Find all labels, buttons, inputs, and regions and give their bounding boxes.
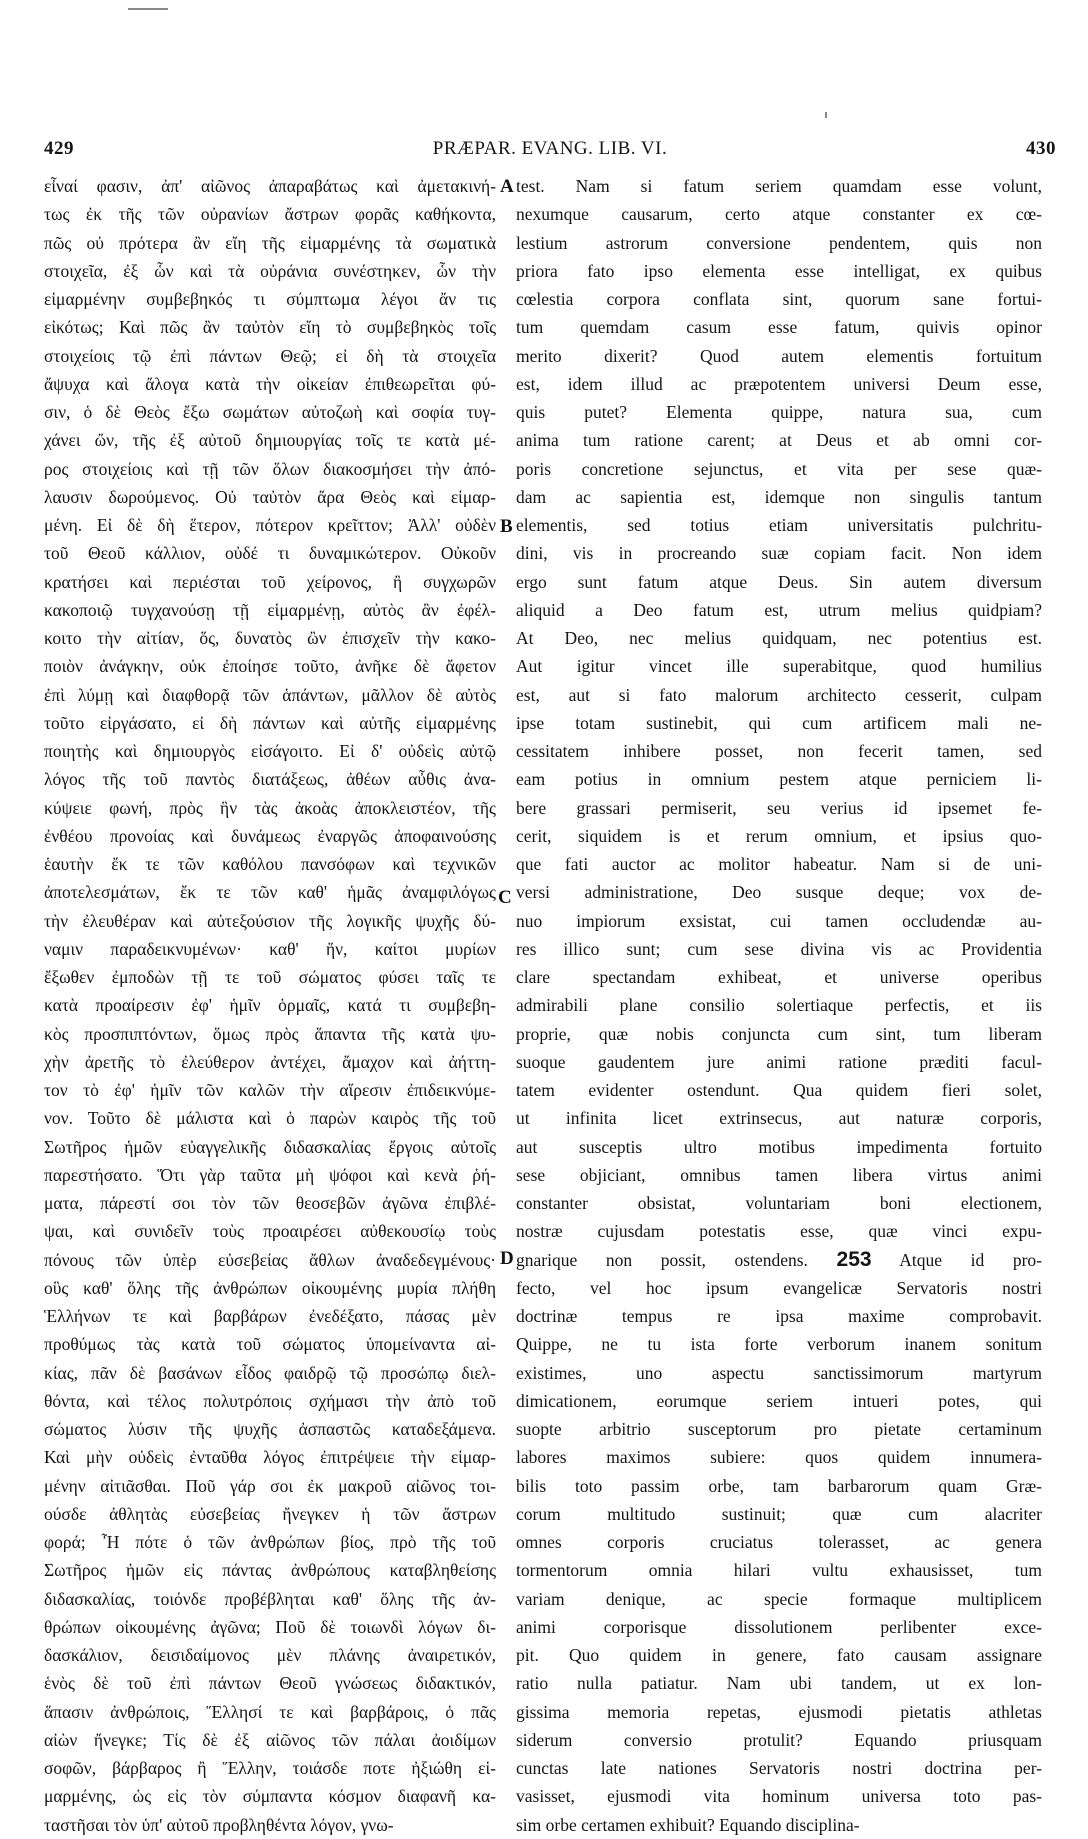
greek-line: τὴν ἐλευθέραν καὶ αὐτεξούσιον τῆς λογικῆς ψυχῆς δύ- — [44, 910, 496, 931]
latin-line: merito dixerit? Quod autem elementis fortuitum — [516, 345, 1042, 366]
latin-line: siderum conversio protulit? Equando priusquam — [516, 1729, 1042, 1750]
greek-line: νον. Τοῦτο δὲ μάλιστα καὶ ὁ παρὼν καιρὸς τῆς τοῦ — [44, 1108, 496, 1129]
latin-line: bilis toto passim orbe, tam barbarorum quam Græ- — [516, 1475, 1042, 1496]
latin-line: tatem evidenter ostendunt. Qua quidem fieri solet, — [516, 1080, 1042, 1100]
latin-line: test. Nam si fatum seriem quamdam esse volunt, — [516, 176, 1042, 196]
latin-line: dam ac sapientia est, idemque non singulis tantum — [516, 486, 1042, 507]
greek-line: θόντα, καὶ τέλος πολυτρόποις σχήμασι τὴν ἀπὸ τοῦ — [44, 1390, 496, 1411]
latin-line: anima tum ratione carent; at Deus et ab omni cor- — [516, 430, 1042, 451]
margin-marker-b: B — [500, 516, 513, 537]
latin-line: pit. Quo quidem in genere, fato causam assignare — [516, 1645, 1042, 1665]
greek-line: τον τὸ ἐφ' ἡμῖν τῶν καλῶν τὴν αἵρεσιν ἐπιδεικνύμε- — [44, 1080, 496, 1100]
greek-line: κίας, πᾶν δὲ βασάνων εἶδος φαιδρῷ τῷ προσώπῳ διελ- — [44, 1362, 496, 1383]
running-header — [44, 138, 1056, 164]
latin-line: aliquid a Deo fatum est, utrum melius quidpiam? — [516, 599, 1042, 620]
section-number: 253 — [836, 1247, 872, 1271]
greek-line: ἐπὶ λύμῃ καὶ διαφθορᾷ τῶν ἁπάντων, μᾶλλον δὲ αὐτὸς — [44, 684, 496, 705]
latin-line: ut infinita licet extrinsecus, aut naturæ corporis, — [516, 1108, 1042, 1129]
greek-line: μένη. Εἰ δὲ δὴ ἕτερον, πότερον κρεῖττον; Ἀλλ' οὐδὲν — [44, 515, 496, 535]
greek-line: τως ἐκ τῆς τῶν οὐρανίων ἄστρων φορᾶς καθήκοντα, — [44, 204, 496, 225]
latin-line: bere grassari permiserit, seu verius id ipsemet fe- — [516, 797, 1042, 818]
greek-line: φορά; Ἦ πότε ὁ τῶν ἀνθρώπων βίος, πρὸ τῆς τοῦ — [44, 1532, 496, 1552]
greek-line: ποιητὴς καὶ δημιουργὸς εἰσάγοιτο. Εἰ δ' οὐδεὶς αὐτῷ — [44, 741, 496, 761]
greek-line: προθύμως τὰς κατὰ τοῦ σώματος ὑπομείναντα αἰ- — [44, 1334, 496, 1355]
greek-line: θρώπων οἰκουμένης ἀγῶνα; Ποῦ δὲ τοιωνδὶ λόγων δι- — [44, 1616, 496, 1637]
latin-line: fecto, vel hoc ipsum evangelicæ Servatoris nostri — [516, 1277, 1042, 1298]
latin-line: corum multitudo sustinuit; quæ cum alacriter — [516, 1503, 1042, 1524]
latin-line: quis putet? Elementa quippe, natura sua, cum — [516, 402, 1042, 422]
greek-line: μένην αἰτιᾶσθαι. Ποῦ γάρ σοι ἐκ μακροῦ αἰῶνος τοι- — [44, 1475, 496, 1496]
greek-line: σώματος λύσιν τῆς ψυχῆς ἀσπαστῶς καταδεξάμενα. — [44, 1419, 496, 1439]
latin-line: tormentorum omnia hilari vultu exhausisset, tum — [516, 1560, 1042, 1581]
greek-line: σοφῶν, βάρβαρος ἢ Ἕλλην, τοιάσδε ποτε ἠξιώθη εἱ- — [44, 1758, 496, 1778]
latin-line: At Deo, nec melius quidquam, nec potentius est. — [516, 628, 1042, 648]
greek-line: ρος στοιχείοις καὶ τῇ τῶν ὅλων διακοσμήσει τὴν ἀπό- — [44, 458, 496, 479]
latin-line: versi administratione, Deo susque deque; vox de- — [516, 882, 1042, 903]
latin-line: nostræ cujusdam potestatis esse, quæ vinci expu- — [516, 1221, 1042, 1242]
greek-line: λόγος τῆς τοῦ παντὸς διατάξεως, ἀθέων αὖθις ἀνα- — [44, 769, 496, 790]
latin-line: clare spectandam exhibeat, et universe operibus — [516, 967, 1042, 987]
latin-line: vasisset, ejusmodi vita hominum universa toto pas- — [516, 1786, 1042, 1807]
latin-line: existimes, uno aspectu sanctissimorum martyrum — [516, 1362, 1042, 1383]
greek-line: ἑνὸς δὲ τοῦ ἐπὶ πάντων Θεοῦ γνώσεως διδακτικόν, — [44, 1673, 496, 1694]
greek-line: εἶναί φασιν, ἀπ' αἰῶνος ἀπαραβάτως καὶ ἀμετακινή- — [44, 176, 496, 196]
greek-line: Ἑλλήνων τε καὶ βαρβάρων ἐνεδέξατο, πάσας μὲν — [44, 1306, 496, 1326]
greek-line: ψαι, καὶ συνιδεῖν τοὺς προαιρέσει αὐθεκουσίῳ τοὺς — [44, 1221, 496, 1242]
greek-line: διδασκαλίας, τοιόνδε προβέβληται καθ' ὅλης τῆς ἀν- — [44, 1588, 496, 1609]
latin-line: priora fato ipso elementa esse intelligat, ex quibus — [516, 260, 1042, 281]
latin-text-column — [516, 172, 1042, 1839]
latin-line: nexumque causarum, certo atque constanter ex cœ- — [516, 204, 1042, 225]
latin-line: eam potius in omnium pestem atque perniciem li- — [516, 769, 1042, 790]
greek-line: κοιτο τὴν αἰτίαν, ὅς, δυνατὸς ὢν ἐπισχεῖν τὴν κακο- — [44, 628, 496, 648]
latin-line: est, aut si fato malorum architecto cesserit, culpam — [516, 684, 1042, 705]
latin-line: poris concretione sejunctus, et vita per sese quæ- — [516, 458, 1042, 479]
latin-line: Quippe, ne tu ista forte verborum inanem sonitum — [516, 1334, 1042, 1355]
latin-line: animi corporisque dissolutionem perlibenter exce- — [516, 1616, 1042, 1637]
latin-line: ratio nulla patiatur. Nam ubi tandem, ut ex lon- — [516, 1673, 1042, 1694]
greek-line: μαρμένης, ὡς εἰς τὸν σύμπαντα κόσμον διαφανῆ κα- — [44, 1786, 496, 1807]
latin-line: ipse totam sustinebit, qui cum artificem mali ne- — [516, 712, 1042, 733]
greek-line: δασκάλιον, δεισιδαίμονος μὲν πλάνης ἀναιρετικόν, — [44, 1645, 496, 1665]
latin-line: suopte arbitrio susceptorum pro pietate certaminum — [516, 1419, 1042, 1439]
greek-line: ματα, πάρεστί σοι τὸν τῶν θεοσεβῶν ἀγῶνα ἐπιβλέ- — [44, 1193, 496, 1213]
greek-line: Καὶ μὴν οὐδεὶς ἐνταῦθα λόγος ἐπιτρέψειε τὴν εἱμαρ- — [44, 1447, 496, 1468]
greek-line: ποιὸν ἀνάγκην, οὐκ ἐποίησε τοῦτο, ἀνῆκε δὲ ἄφετον — [44, 656, 496, 677]
latin-line: doctrinæ tempus re ipsa maxime comprobavit. — [516, 1306, 1042, 1326]
greek-line: ταστῆσαι τὸν ὑπ' αὐτοῦ προβληθέντα λόγον, γνω- — [44, 1814, 394, 1835]
page-number-left: 429 — [44, 138, 74, 159]
greek-line: Σωτῆρος ἡμῶν εἰς πάντας ἀνθρώπους καταβληθείσης — [44, 1560, 496, 1581]
greek-line: οὓς καθ' ὅλης τῆς ἀνθρώπων οἰκουμένης μυρία πλήθη — [44, 1277, 496, 1298]
latin-line: sese objiciant, omnibus tamen libera virtus animi — [516, 1164, 1042, 1185]
margin-marker-a: A — [500, 176, 514, 197]
greek-line: παρεστήσατο. Ὅτι γὰρ ταῦτα μὴ ψόφοι καὶ κενὰ ῥή- — [44, 1164, 496, 1185]
greek-line: τοῦ Θεοῦ κάλλιον, οὐδέ τι δυναμικώτερον. Οὐκοῦν — [44, 543, 496, 564]
greek-line: ναμιν παραδεικνυμένων· καθ' ἥν, καίτοι μυρίων — [44, 938, 496, 959]
latin-line: Aut igitur vincet ille superabitque, quod humilius — [516, 656, 1042, 677]
latin-line: constanter obsistat, voluntariam boni electionem, — [516, 1193, 1042, 1213]
greek-line: πόνους τῶν ὑπὲρ εὐσεβείας ἄθλων ἀναδεδεγμένους· — [44, 1249, 496, 1270]
latin-line: tum quemdam casum esse fatum, quivis opinor — [516, 317, 1042, 338]
scan-speck — [825, 112, 827, 118]
latin-line: cerit, siquidem is et rerum omnium, et ipsius quo- — [516, 825, 1042, 846]
greek-line: ἀποτελεσμάτων, ἔκ τε τῶν καθ' ἡμᾶς ἀναμφιλόγως — [44, 882, 496, 903]
latin-line: admirabili plane consilio solertiaque perfectis, et iis — [516, 995, 1042, 1016]
greek-line: ἄψυχα καὶ ἄλογα κατὰ τὴν οἰκείαν ἐπιθεωρεῖται φύ- — [44, 373, 496, 394]
latin-line: cunctas late nationes Servatoris nostri doctrina per- — [516, 1758, 1042, 1778]
latin-line: que fati auctor ac molitor habeatur. Nam si de uni- — [516, 854, 1042, 874]
running-title: PRÆPAR. EVANG. LIB. VI. — [432, 138, 668, 159]
latin-line: nuo impiorum exsistat, cui tamen occludendæ au- — [516, 910, 1042, 931]
greek-line: κρατήσει καὶ περιέσται τοῦ χείρονος, ἢ συγχωρῶν — [44, 571, 496, 592]
greek-line: ἅπασιν ἀνθρώποις, Ἕλλησί τε καὶ βαρβάροις, ὁ πᾶς — [44, 1701, 496, 1722]
latin-line: dini, vis in procreando suæ copiam facit. Non idem — [516, 543, 1042, 564]
latin-line: dimicationem, eorumque seriem intueri potes, qui — [516, 1390, 1042, 1411]
latin-line: cessitatem inhibere posset, non fecerit tamen, sed — [516, 741, 1042, 761]
latin-line: omnes corporis cruciatus tolerasset, ac genera — [516, 1532, 1042, 1552]
latin-line: variam denique, ac specie formaque multiplicem — [516, 1588, 1042, 1609]
latin-line: ergo sunt fatum atque Deus. Sin autem diversum — [516, 571, 1042, 592]
latin-line: aut susceptis ultro motibus impedimenta fortuito — [516, 1136, 1042, 1157]
latin-line: proprie, quæ nobis conjuncta cum sint, tum liberam — [516, 1023, 1042, 1044]
latin-line-text: gnarique non possit, ostendens. — [516, 1249, 837, 1270]
greek-line: Σωτῆρος ἡμῶν εὐαγγελικῆς διδασκαλίας ἔργοις αὐτοῖς — [44, 1136, 496, 1157]
greek-line: ἑαυτὴν ἔκ τε τῶν καθόλου πανσόφων καὶ τεχνικῶν — [44, 854, 496, 874]
margin-marker-d: D — [500, 1248, 514, 1269]
page-number-right: 430 — [1026, 138, 1056, 159]
greek-line: στοιχεῖα, ἐξ ὧν καὶ τὰ οὐράνια συνέστηκεν, ὧν τὴν — [44, 260, 496, 281]
greek-line: ἐνθέου προνοίας καὶ δυνάμεως ἐναργῶς ἀποφαινούσης — [44, 825, 496, 846]
greek-line: κύψειε φωνή, πρὸς ἣν τὰς ἀκοὰς ἀποκλειστέον, τῆς — [44, 797, 496, 818]
greek-line: εἱμαρμένην συμβεβηκός τι σύμπτωμα λέγοι ἄν τις — [44, 289, 496, 309]
greek-line: ἔξωθεν ἐμποδὼν τῇ τε τοῦ σώματος φύσει ταῖς τε — [44, 967, 496, 987]
greek-line: αἰὼν ἤνεγκε; Τίς δὲ ἐξ αἰῶνος τῶν πάλαι ἀοιδίμων — [44, 1729, 496, 1750]
greek-line: πῶς οὐ πρότερα ἂν εἴη τῆς εἱμαρμένης τὰ σωματικὰ — [44, 232, 496, 253]
latin-line: res illico sunt; cum sese divina vis ac Providentia — [516, 938, 1042, 959]
latin-line: suoque gaudentem jure animi ratione præditi facul- — [516, 1051, 1042, 1072]
scan-speck — [128, 8, 168, 10]
greek-line: χάνει ὤν, τῆς ἐξ αὐτοῦ δημιουργίας τοῖς τε κατὰ μέ- — [44, 430, 496, 451]
greek-text-column — [44, 172, 496, 1839]
latin-line: cœlestia corpora conflata sint, quorum sane fortui- — [516, 289, 1042, 309]
latin-line: est, idem illud ac præpotentem universi Deum esse, — [516, 373, 1042, 394]
latin-line: sim orbe certamen exhibuit? Equando disciplina- — [516, 1814, 860, 1835]
greek-line: κὸς προσπιπτόντων, ὅμως πρὸς ἅπαντα τῆς κατὰ ψυ- — [44, 1023, 496, 1044]
greek-line: σιν, ὁ δὲ Θεὸς ἔξω σωμάτων αὐτοζωὴ καὶ σοφία τυγ- — [44, 402, 496, 422]
greek-line: χὴν ἀρετῆς τὸ ἐλεύθερον ἀντέχει, ἄμαχον καὶ ἀήττη- — [44, 1051, 496, 1072]
latin-line: gissima memoria repetas, ejusmodi pietatis athletas — [516, 1701, 1042, 1722]
greek-line: τοῦτο εἰργάσατο, εἰ δὴ πάντων καὶ αὐτῆς εἱμαρμένης — [44, 712, 496, 733]
latin-line: labores maximos subiere: quos quidem innumera- — [516, 1447, 1042, 1468]
section-continuation: Atque id pro- — [871, 1249, 1042, 1270]
margin-marker-c: C — [498, 887, 512, 908]
greek-line: ούσδε ἀθλητὰς εὐσεβείας ἤνεγκεν ἡ τῶν ἄστρων — [44, 1503, 496, 1524]
latin-line — [516, 1246, 1042, 1274]
greek-line: κακοποιῷ τυγχανούσῃ τῇ εἱμαρμένῃ, αὐτὸς ἂν ἐφέλ- — [44, 599, 496, 620]
latin-line: elementis, sed totius etiam universitatis pulchritu- — [516, 515, 1042, 535]
latin-line: lestium astrorum conversione pendentem, quis non — [516, 232, 1042, 253]
greek-line: κατὰ προαίρεσιν ἐφ' ἡμῖν ὁρμαῖς, κατά τι συμβεβη- — [44, 995, 496, 1016]
greek-line: εἰκότως; Καὶ πῶς ἂν ταὐτὸν εἴη τὸ συμβεβηκὸς τοῖς — [44, 317, 496, 338]
greek-line: στοιχείοις τῷ ἐπὶ πάντων Θεῷ; εἰ δὴ τὰ στοιχεῖα — [44, 345, 496, 366]
greek-line: λαυσιν δωρούμενος. Οὐ ταὐτὸν ἄρα Θεὸς καὶ εἱμαρ- — [44, 486, 496, 507]
